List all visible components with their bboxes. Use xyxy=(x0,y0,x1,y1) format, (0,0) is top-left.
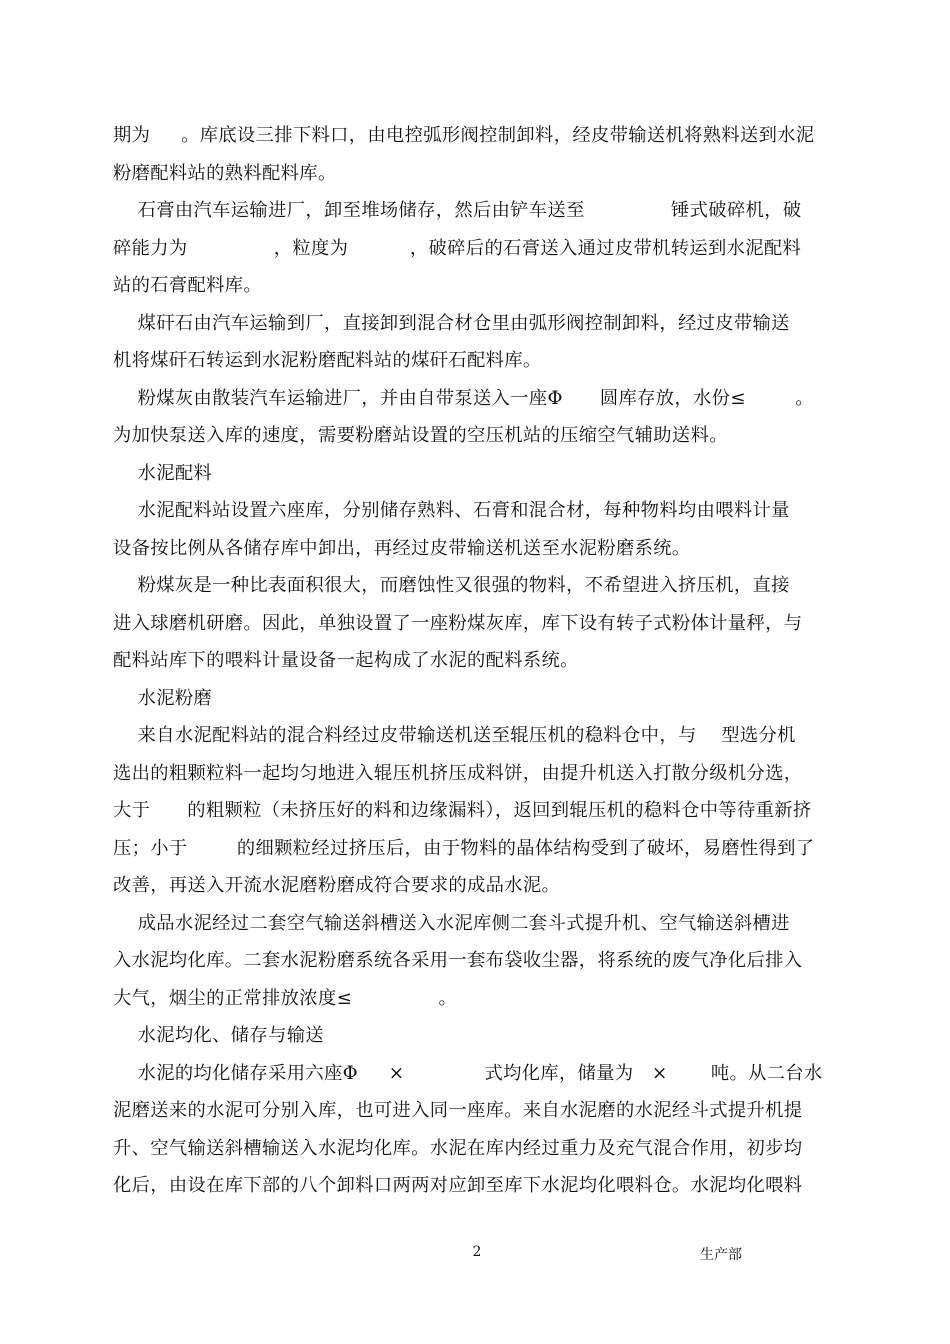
text-line: 大气，烟尘的正常排放浓度≤ 。 xyxy=(113,987,458,1009)
text-line: 化后，由设在库下部的八个卸料口两两对应卸至库下水泥均化喂料仓。水泥均化喂料 xyxy=(113,1175,803,1196)
text-line: 机将煤矸石转运到水泥粉磨配料站的煤矸石配料库。 xyxy=(113,350,542,371)
text-line: 碎能力为 ，粒度为 ，破碎后的石膏送入通过皮带机转运到水泥配料 xyxy=(113,237,802,259)
text-line: 泥磨送来的水泥可分别入库，也可进入同一座库。来自水泥磨的水泥经斗式提升机提 xyxy=(113,1100,803,1121)
text-line: 煤矸石由汽车运输到厂，直接卸到混合材仓里由弧形阀控制卸料，经过皮带输送 xyxy=(113,312,790,334)
text-line: 改善，再送入开流水泥磨粉磨成符合要求的成品水泥。 xyxy=(113,875,561,896)
text-line: 水泥粉磨 xyxy=(113,687,213,709)
text-line: 入水泥均化库。二套水泥粉磨系统各采用一套布袋收尘器，将系统的废气净化后排入 xyxy=(113,950,803,971)
text-line: 来自水泥配料站的混合料经过皮带输送机送至辊压机的稳料仓中，与 型选分机 xyxy=(113,725,796,746)
footer-department: 生产部 xyxy=(700,1247,742,1263)
text-line: 水泥配料 xyxy=(113,462,213,484)
text-line: 水泥配料站设置六座库，分别储存熟料、石膏和混合材，每种物料均由喂料计量 xyxy=(113,500,790,521)
text-line: 成品水泥经过二套空气输送斜槽送入水泥库侧二套斗式提升机、空气输送斜槽进 xyxy=(113,912,790,934)
text-line: 为加快泵送入库的速度，需要粉磨站设置的空压机站的压缩空气辅助送料。 xyxy=(113,425,728,446)
text-line: 配料站库下的喂料计量设备一起构成了水泥的配料系统。 xyxy=(113,650,579,671)
text-line: 期为 。库底设三排下料口，由电控弧形阀控制卸料，经皮带输送机将熟料送到水泥 xyxy=(113,125,815,146)
text-line: 压；小于 的细颗粒经过挤压后，由于物料的晶体结构受到了破坏，易磨性得到了 xyxy=(113,837,815,859)
text-line: 水泥的均化储存采用六座Φ × 式均化库，储量为 × 吨。从二台水 xyxy=(113,1062,823,1084)
text-line: 站的石膏配料库。 xyxy=(113,275,263,296)
text-line: 大于 的粗颗粒（未挤压好的料和边缘漏料），返回到辊压机的稳料仓中等待重新挤 xyxy=(113,800,812,821)
text-line: 升、空气输送斜槽输送入水泥均化库。水泥在库内经过重力及充气混合作用，初步均 xyxy=(113,1137,803,1159)
text-line: 粉煤灰由散装汽车运输进厂，并由自带泵送入一座Φ 圆库存放，水份≤ 。 xyxy=(113,387,814,409)
text-line: 石膏由汽车运输进厂，卸至堆场储存，然后由铲车送至 锤式破碎机，破 xyxy=(113,200,802,221)
text-line: 粉煤灰是一种比表面积很大，而磨蚀性又很强的物料，不希望进入挤压机，直接 xyxy=(113,575,790,596)
text-line: 粉磨配料站的熟料配料库。 xyxy=(113,162,337,184)
text-line: 设备按比例从各储存库中卸出，再经过皮带输送机送至水泥粉磨系统。 xyxy=(113,537,691,559)
body-text xyxy=(113,117,831,1205)
text-line: 水泥均化、储存与输送 xyxy=(113,1025,324,1046)
page-number: 2 xyxy=(472,1244,482,1260)
text-line: 进入球磨机研磨。因此，单独设置了一座粉煤灰库，库下设有转子式粉体计量秤，与 xyxy=(113,612,803,634)
text-line: 选出的粗颗粒料一起均匀地进入辊压机挤压成料饼，由提升机送入打散分级机分选， xyxy=(113,762,803,784)
